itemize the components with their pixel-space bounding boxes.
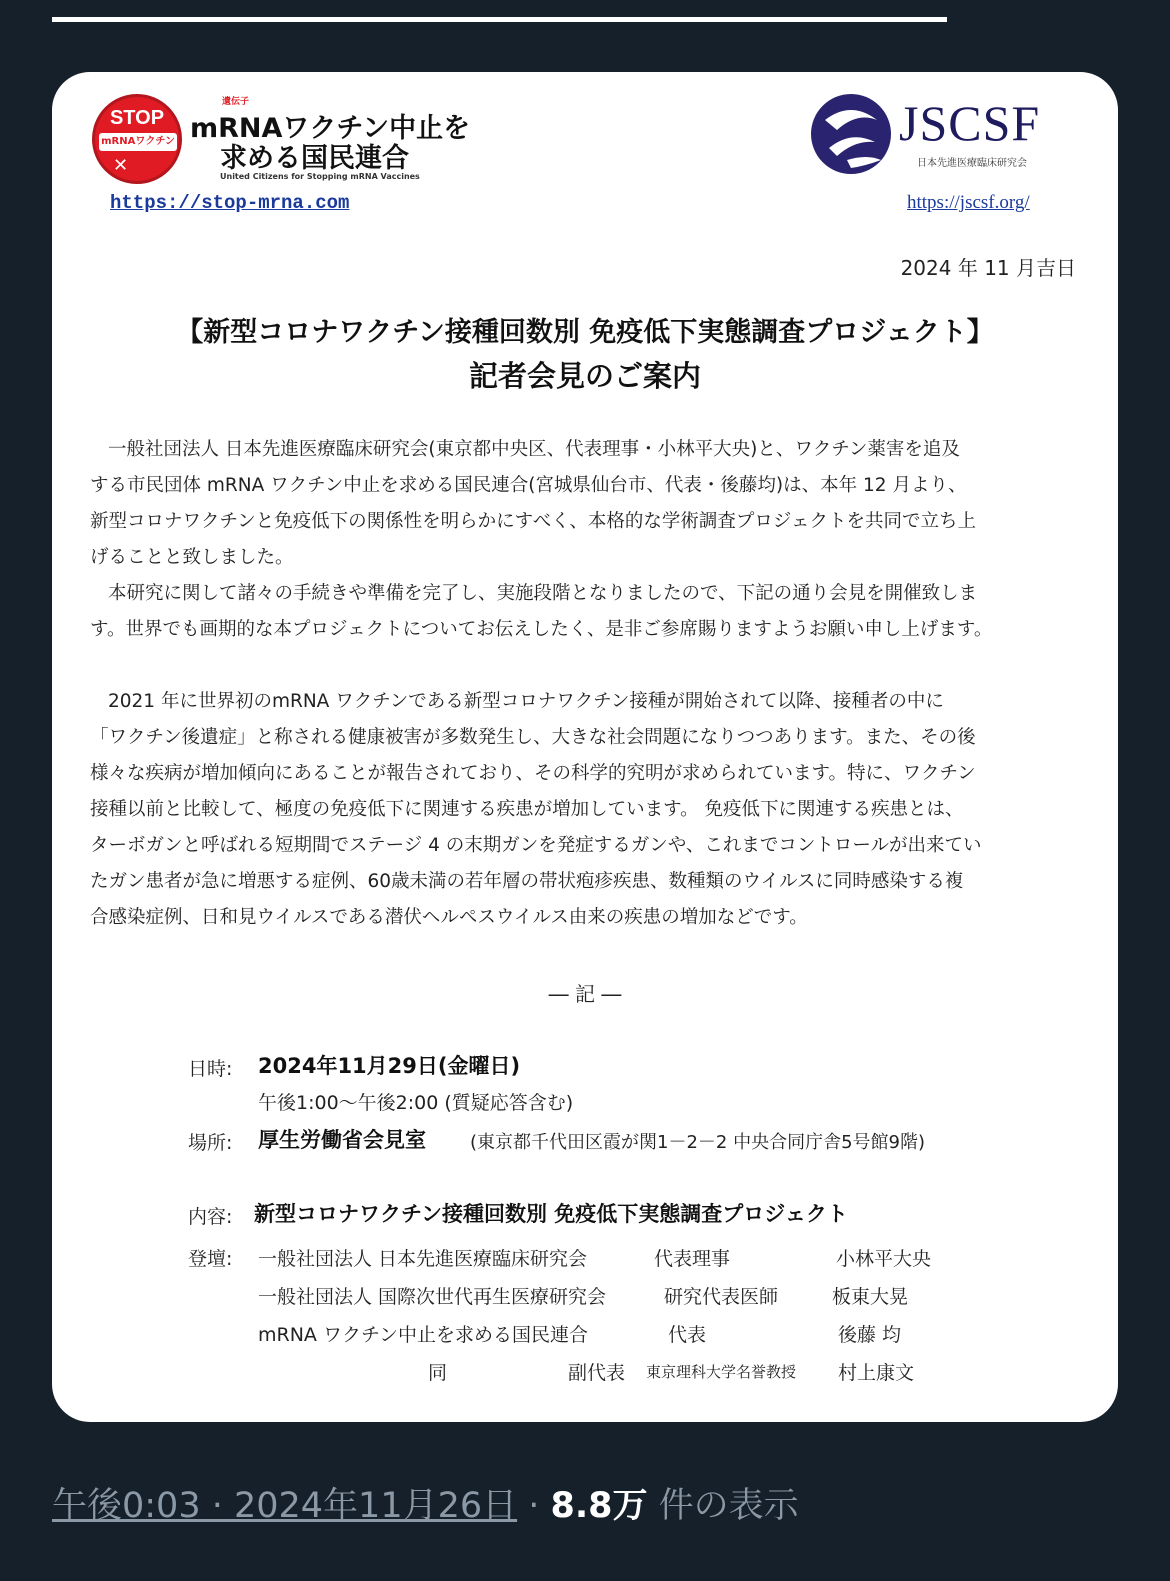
stop-badge-band: mRNAワクチン (99, 133, 177, 151)
org-name-line1: mRNAワクチン中止を (190, 113, 471, 144)
jscsf-url[interactable]: https://jscsf.org/ (907, 192, 1030, 213)
syringe-icon: ✕ (113, 155, 129, 176)
speaker-name: 後藤 均 (838, 1324, 902, 1346)
text-line: げることと致しました。 (90, 547, 294, 568)
text-line: 合感染症例、日和見ウイルスである潜伏ヘルペスウイルス由来の疾患の増加などです。 (90, 907, 808, 928)
tweet-timestamp[interactable]: 午後0:03 · 2024年11月26日 (52, 1486, 518, 1526)
document-title: 【新型コロナワクチン接種回数別 免疫低下実態調査プロジェクト】 (176, 317, 994, 348)
text-line: する市民団体 mRNA ワクチン中止を求める国民連合(宮城県仙台市、代表・後藤均)は、本年 12 月より、 (90, 475, 967, 496)
tweet-footer (52, 1478, 799, 1528)
jscsf-swirl-icon (807, 90, 895, 178)
top-divider (52, 17, 947, 22)
speaker-role: 副代表 (568, 1362, 626, 1384)
content-label: 内容: (188, 1206, 233, 1228)
tweet-image-card[interactable] (52, 72, 1118, 1422)
text-line: ターボガンと呼ばれる短期間でステージ 4 の末期ガンを発症するガンや、これまでコントロールが出来てい (90, 835, 982, 856)
document-date: 2024 年 11 月吉日 (900, 256, 1076, 280)
text-line: 新型コロナワクチンと免疫低下の関係性を明らかにすべく、本格的な学術調査プロジェクトを共同で立ち上 (90, 511, 976, 532)
speaker-role: 代表理事 (654, 1248, 731, 1270)
speaker-name: 村上康文 (838, 1362, 915, 1384)
date-label: 日時: (188, 1058, 233, 1080)
text-line: 様々な疾病が増加傾向にあることが報告されており、その科学的究明が求められています。特に、ワクチン (90, 763, 976, 784)
speaker-name: 小林平大央 (836, 1248, 932, 1270)
document-subtitle: 記者会見のご案内 (468, 359, 701, 393)
speakers-label: 登壇: (188, 1248, 233, 1270)
text-line: す。世界でも画期的な本プロジェクトについてお伝えしたく、是非ご参席賜りますようお願い申し上げます。 (90, 619, 993, 640)
stop-badge-icon (92, 94, 182, 184)
org-ruby: 遺伝子 (222, 97, 250, 107)
speaker-role: 代表 (668, 1324, 707, 1346)
jscsf-logo (807, 90, 1087, 186)
speaker-role: 研究代表医師 (664, 1286, 779, 1308)
speaker-name: 板東大晃 (832, 1286, 909, 1308)
text-line: 本研究に関して諸々の手続きや準備を完了し、実施段階となりましたので、下記の通り会見を開催致しま (108, 583, 978, 604)
background-paragraph (90, 684, 1080, 936)
ki-marker: ― 記 ― (548, 982, 622, 1006)
speaker-affiliation: 東京理科大学名誉教授 (646, 1363, 797, 1381)
stop-badge-text: STOP (109, 107, 165, 129)
place-value: 厚生労働省会見室 (258, 1128, 426, 1152)
speaker-org: 一般社団法人 日本先進医療臨床研究会 (258, 1248, 588, 1270)
place-label: 場所: (188, 1132, 233, 1154)
org-name-line2: 求める国民連合 (220, 143, 409, 174)
text-line: 一般社団法人 日本先進医療臨床研究会(東京都中央区、代表理事・小林平大央)と、ワクチン薬害を追及 (108, 439, 960, 460)
speaker-org: 同 (428, 1362, 448, 1384)
text-line: 2021 年に世界初のmRNA ワクチンである新型コロナワクチン接種が開始されて以降、接種者の中に (108, 691, 944, 712)
stop-mrna-logo (92, 94, 472, 184)
text-line: 接種以前と比較して、極度の免疫低下に関連する疾患が増加しています。 免疫低下に関連する疾患とは、 (90, 799, 964, 820)
date-value: 2024年11月29日(金曜日) (258, 1054, 521, 1078)
stop-mrna-url[interactable]: https://stop-mrna.com (110, 192, 350, 214)
intro-paragraph (90, 432, 1080, 648)
org-name-english: United Citizens for Stopping mRNA Vaccines (220, 172, 420, 181)
view-count-suffix: 件の表示 (647, 1486, 799, 1526)
jscsf-subname: 日本先進医療臨床研究会 (917, 158, 1027, 169)
place-detail: (東京都千代田区霞が関1－2－2 中央合同庁舎5号館9階) (470, 1132, 926, 1153)
view-count[interactable]: 8.8万 (550, 1486, 648, 1526)
text-line: たガン患者が急に増悪する症例、60歳未満の若年層の帯状疱疹疾患、数種類のウイルスに同時感染する複 (90, 871, 964, 892)
speaker-org: 一般社団法人 国際次世代再生医療研究会 (258, 1286, 607, 1308)
jscsf-name: JSCSF (899, 95, 1041, 151)
text-line: 「ワクチン後遺症」と称される健康被害が多数発生し、大きな社会問題になりつつあります。また、その後 (90, 727, 976, 748)
content-value: 新型コロナワクチン接種回数別 免疫低下実態調査プロジェクト (254, 1202, 848, 1226)
time-value: 午後1:00～午後2:00 (質疑応答含む) (258, 1092, 574, 1114)
speaker-org: mRNA ワクチン中止を求める国民連合 (258, 1324, 589, 1346)
footer-separator: · (517, 1486, 551, 1526)
